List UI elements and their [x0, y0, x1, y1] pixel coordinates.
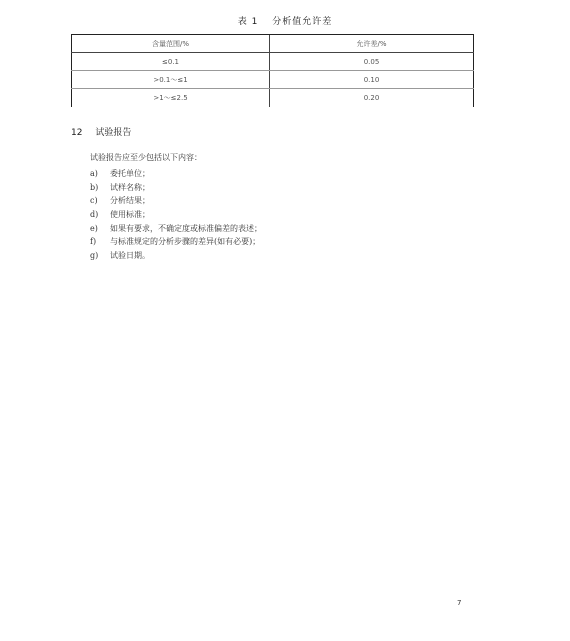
table-cell: >1～≤2.5 [72, 89, 270, 107]
list-item [90, 235, 262, 249]
tolerance-table [71, 34, 474, 107]
list-item [90, 194, 262, 208]
list-item-text: 分析结果； [110, 196, 150, 206]
table-cell: >0.1～≤1 [72, 71, 270, 89]
table-cell: 0.10 [270, 71, 474, 89]
list-marker: d) [90, 210, 99, 220]
list-item-text: 试样名称； [110, 182, 150, 192]
list-item-text: 如果有要求，不确定度或标准偏差的表述； [110, 223, 262, 233]
section-number: 12 [71, 128, 83, 138]
list-marker: f) [90, 237, 97, 247]
list-marker: g) [90, 251, 99, 261]
list-item [90, 167, 262, 181]
list-item [90, 249, 262, 263]
list-marker: b) [90, 182, 99, 192]
page-number: 7 [457, 599, 462, 607]
list-item-text: 使用标准； [110, 210, 150, 220]
list-item-text: 试验日期。 [110, 251, 150, 261]
table-row [72, 89, 474, 107]
list-item [90, 222, 262, 236]
list-marker: c) [90, 196, 98, 206]
list-marker: a) [90, 169, 98, 178]
column-header: 含量范围/% [72, 35, 270, 53]
table-cell: 0.20 [270, 89, 474, 107]
list-item-text: 与标准规定的分析步骤的差异(如有必要)； [110, 237, 261, 247]
table-header-row [72, 35, 474, 53]
table-row [72, 71, 474, 89]
table-title: 分析值允许差 [272, 17, 333, 27]
section-title: 试验报告 [95, 128, 132, 138]
table-row [72, 53, 474, 71]
list-marker: e) [90, 223, 98, 233]
list-item [90, 208, 262, 222]
list-item-text: 委托单位； [110, 169, 150, 178]
table-cell: 0.05 [270, 53, 474, 71]
table-number: 表 1 [237, 17, 259, 27]
table-caption [0, 14, 570, 27]
table-cell: ≤0.1 [72, 53, 270, 71]
list-item [90, 181, 262, 195]
section-intro: 试验报告应至少包括以下内容： [90, 153, 202, 162]
report-items-list [90, 167, 262, 263]
column-header: 允许差/% [270, 35, 474, 53]
section-heading [71, 125, 131, 138]
